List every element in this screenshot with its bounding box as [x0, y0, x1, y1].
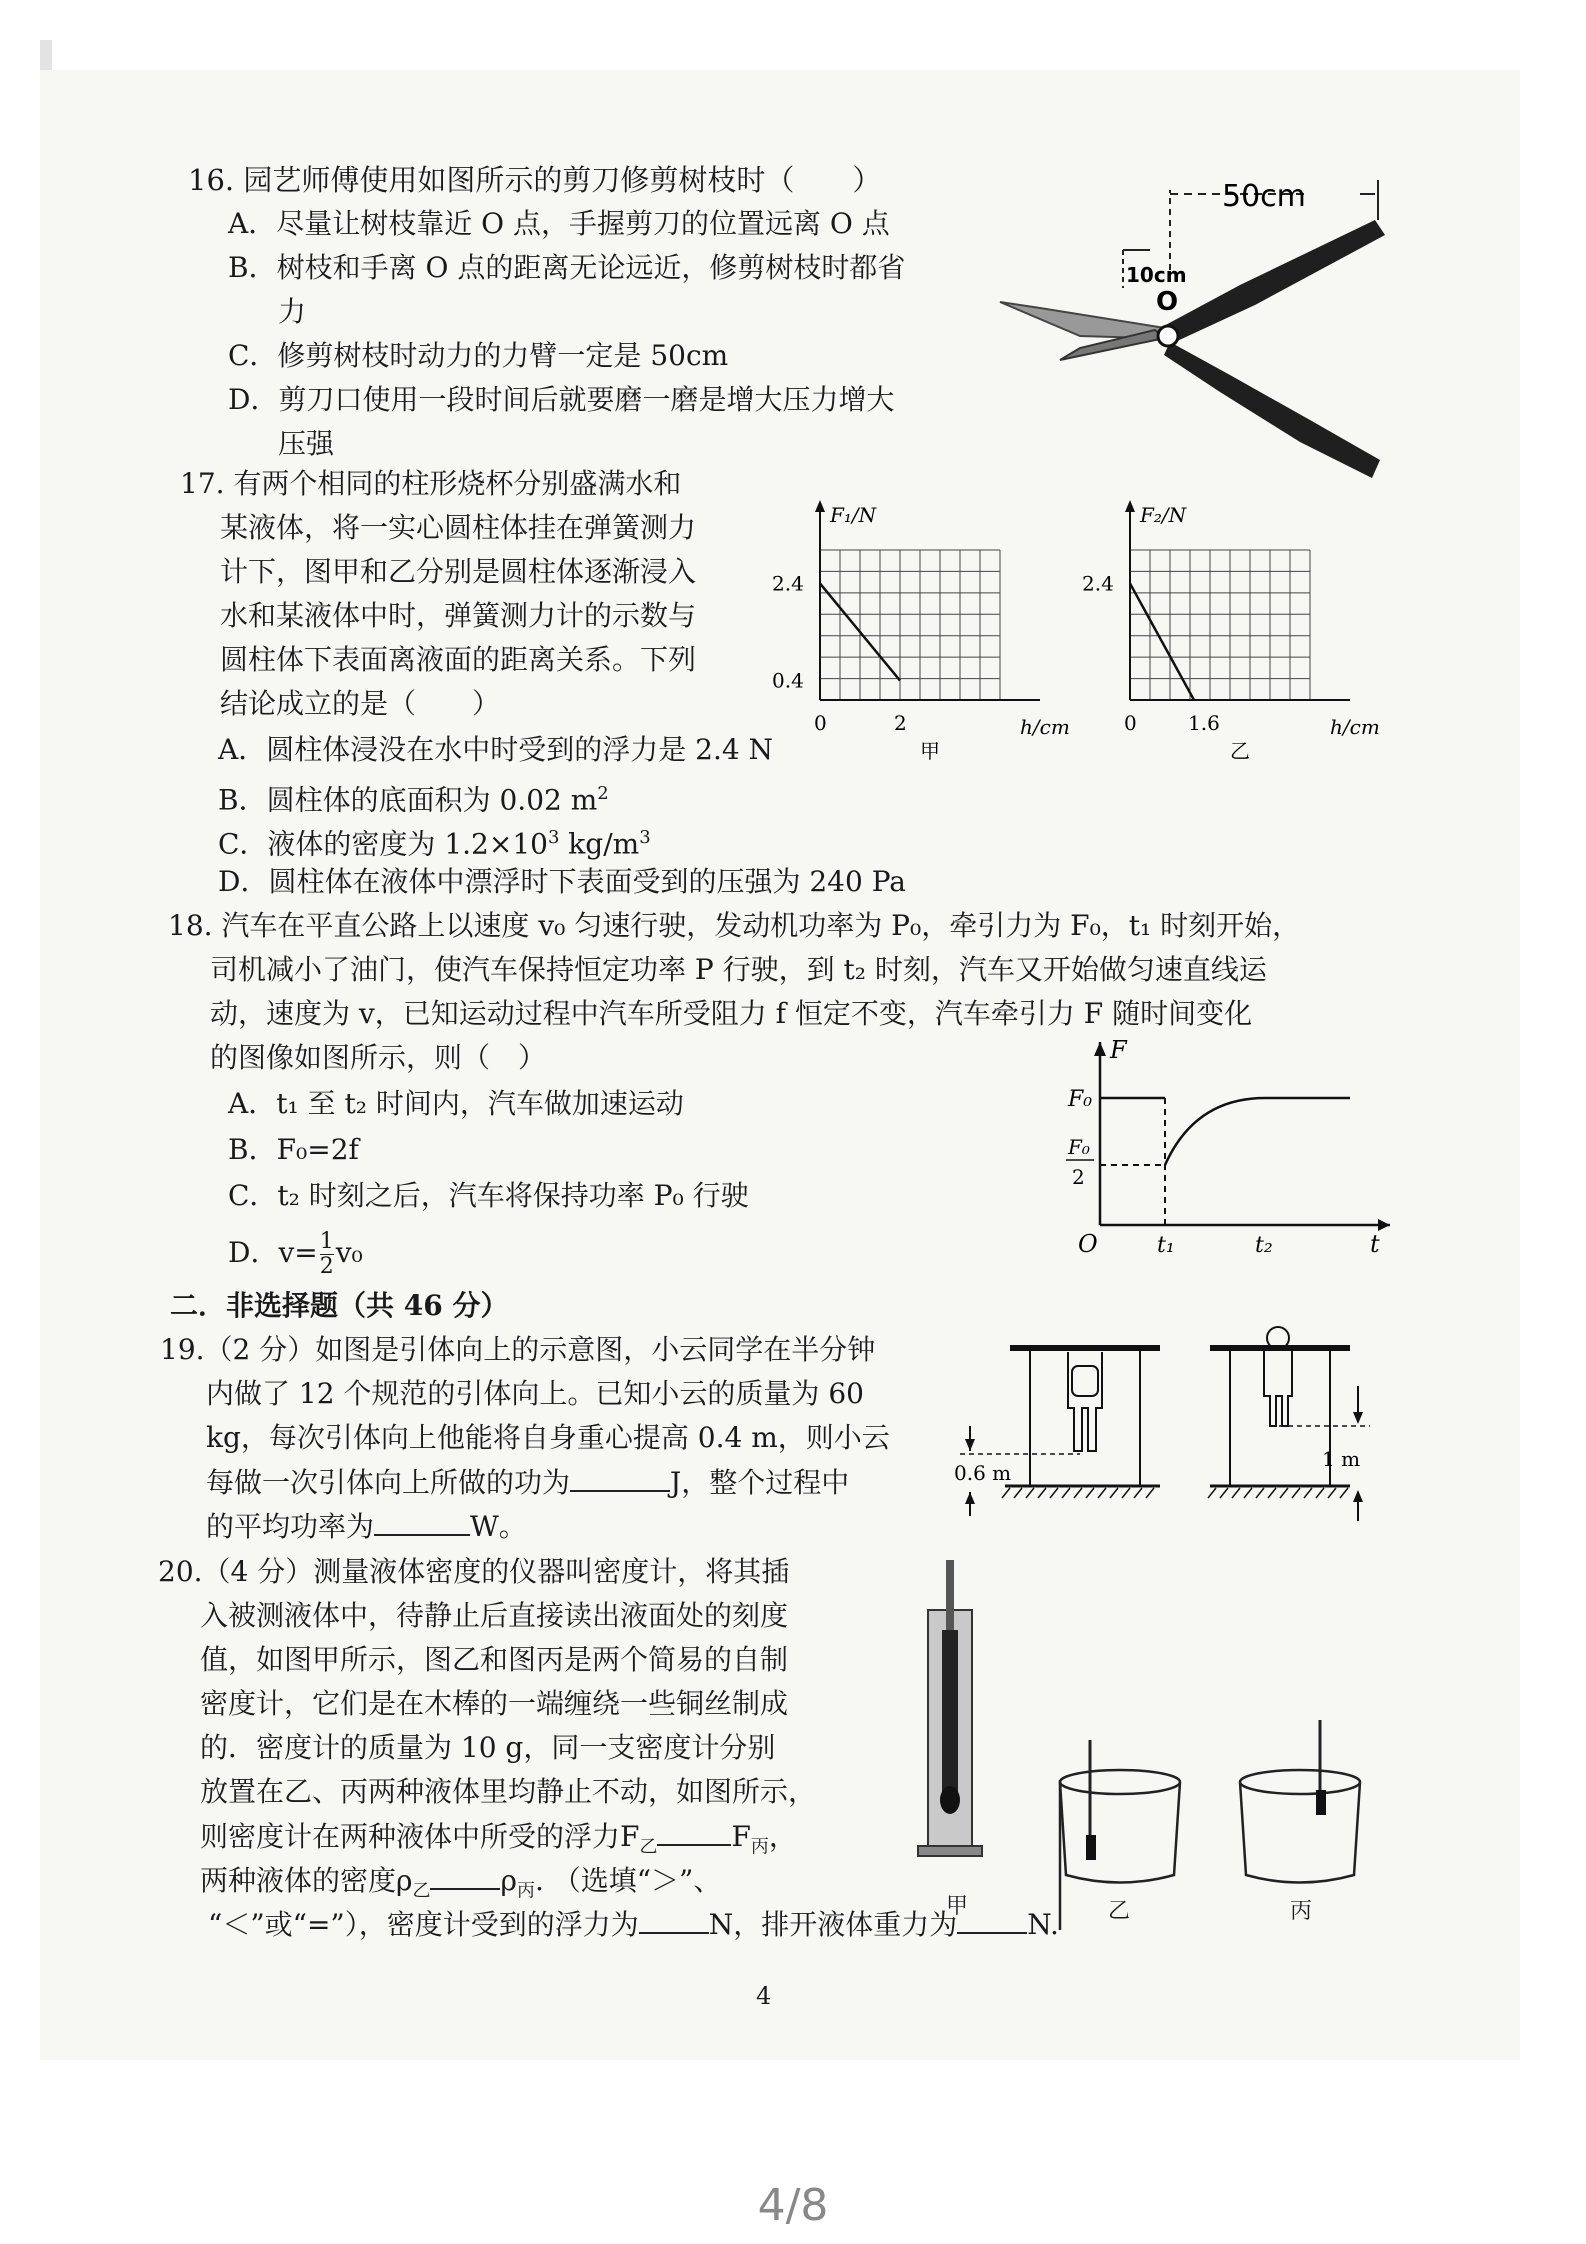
person-raised-icon [1264, 1327, 1292, 1426]
q17-line-5: 圆柱体下表面离液面的距离关系。下列 [220, 643, 697, 676]
beaker-bing-icon [1240, 1720, 1360, 1883]
q17-option-d: D．圆柱体在液体中漂浮时下表面受到的压强为 240 Pa [218, 865, 906, 898]
q20-line-8-sub1: 乙 [412, 1880, 431, 1902]
graph-t1-label: t₁ [1157, 1233, 1175, 1258]
copper-wire-yi [1086, 1835, 1096, 1860]
q20-line-9-b: N，排开液体重力为 [708, 1908, 958, 1941]
q20-buoyancy-compare-blank[interactable] [657, 1814, 731, 1846]
scissors-figure [980, 160, 1400, 520]
q16-option-d: D．剪刀口使用一段时间后就要磨一磨是增大压力增大 [228, 383, 895, 416]
hydrometer-figure [880, 1550, 1400, 1890]
q17-line-4: 水和某液体中时，弹簧测力计的示数与 [220, 599, 697, 632]
q18-option-a: A．t₁ 至 t₂ 时间内，汽车做加速运动 [228, 1087, 684, 1120]
section-2-heading: 二．非选择题（共 46 分） [170, 1289, 509, 1322]
q20-line-5: 的．密度计的质量为 10 g，同一支密度计分别 [200, 1731, 776, 1764]
q17-option-b [218, 772, 609, 822]
q16-option-b-cont: 力 [278, 295, 307, 328]
height-1m-label: 1 m [1322, 1447, 1361, 1471]
chart-caption: 乙 [1230, 739, 1250, 763]
pull-up-figure [950, 1326, 1390, 1536]
q19-line-4-b: J，整个过程中 [670, 1466, 850, 1499]
graph-half-den: 2 [1072, 1165, 1085, 1189]
q17-option-b-sup: 2 [597, 783, 609, 804]
graph-half-num: F₀ [1068, 1135, 1090, 1159]
q18-option-c: C．t₂ 时刻之后，汽车将保持功率 P₀ 行驶 [228, 1179, 749, 1212]
q20-line-8-sub2: 丙 [516, 1880, 535, 1902]
q17-line-2: 某液体，将一实心圆柱体挂在弹簧测力 [220, 511, 697, 544]
x-tick-label: 2 [894, 711, 907, 735]
x-tick-label: 0 [814, 711, 827, 735]
label-pivot-o: O [1156, 287, 1179, 317]
graph-t2-label: t₂ [1255, 1233, 1273, 1258]
q18-line-4: 的图像如图所示，则（ ） [210, 1041, 547, 1074]
y-axis-arrow [815, 500, 825, 512]
y-tick-label: 2.4 [1082, 571, 1114, 596]
copper-wire-bing [1316, 1790, 1326, 1815]
q19-line-3: kg，每次引体向上他能将自身重心提高 0.4 m，则小云 [206, 1421, 890, 1454]
q16-option-a: A．尽量让树枝靠近 O 点，手握剪刀的位置远离 O 点 [228, 207, 890, 240]
y-tick-label: 2.4 [772, 571, 804, 596]
q20-line-7-sub2: 丙 [750, 1836, 769, 1858]
q20-line-8-b: ρ [500, 1864, 517, 1897]
q19-line-1: 19.（2 分）如图是引体向上的示意图，小云同学在半分钟 [160, 1333, 876, 1366]
q18-option-d-prefix: D．v= [228, 1236, 318, 1269]
height-0-6m-label: 0.6 m [954, 1461, 1012, 1485]
q17-option-c-sup: 3 [547, 827, 560, 848]
caption-jia: 甲 [946, 1894, 969, 1919]
q20-line-7-a: 则密度计在两种液体中所受的浮力F [200, 1820, 640, 1853]
q18-option-b: B．F₀=2f [228, 1133, 359, 1166]
q17-option-c-text: C．液体的密度为 1.2×10 [218, 827, 548, 861]
pivot-icon [1158, 326, 1178, 346]
y-axis-arrow [1125, 500, 1135, 512]
q20-line-1: 20.（4 分）测量液体密度的仪器叫密度计，将其插 [158, 1555, 790, 1588]
q18-line-2: 司机减小了油门，使汽车保持恒定功率 P 行驶，到 t₂ 时刻，汽车又开始做匀速直线运 [210, 953, 1267, 986]
q19-line-4-a: 每做一次引体向上所做的功为 [206, 1466, 571, 1499]
q17-option-c [218, 816, 651, 866]
q18-option-d-suffix: v₀ [335, 1236, 363, 1269]
q20-line-9-c: N. [1027, 1908, 1059, 1941]
q20-line-9-a: “＜”或“=”），密度计受到的浮力为 [208, 1908, 639, 1941]
q20-line-7-b: F [731, 1820, 751, 1853]
q17-option-c-unit: kg/m [559, 827, 640, 861]
chart-caption: 甲 [920, 739, 940, 763]
q19-line-2: 内做了 12 个规范的引体向上。已知小云的质量为 60 [206, 1377, 864, 1410]
q18-option-d [228, 1230, 363, 1279]
q20-line-2: 入被测液体中，待静止后直接读出液面处的刻度 [200, 1599, 789, 1632]
graph-f-label: F [1110, 1036, 1127, 1064]
caption-yi: 乙 [1108, 1899, 1131, 1924]
caption-bing: 丙 [1290, 1899, 1313, 1924]
q18-line-1: 18. 汽车在平直公路上以速度 v₀ 匀速行驶，发动机功率为 P₀，牵引力为 F₀，t₁ 时刻开始， [168, 909, 1301, 942]
graph-origin-label: O [1078, 1230, 1098, 1258]
q20-line-4: 密度计，它们是在木棒的一端缠绕一些铜丝制成 [200, 1687, 789, 1720]
traction-force-graph [1050, 1030, 1410, 1260]
q17-line-6: 结论成立的是（ ） [220, 687, 501, 720]
q18-fraction-num: 1 [319, 1229, 334, 1254]
x-tick-label: 0 [1124, 711, 1137, 735]
chart-yi [1070, 470, 1450, 763]
scissor-blades [1000, 302, 1165, 360]
q20-line-6: 放置在乙、丙两种液体里均静止不动，如图所示， [200, 1775, 817, 1808]
graph-t-label: t [1370, 1230, 1380, 1258]
q20-line-7-c: ， [768, 1820, 797, 1853]
q20-line-8-c: . （选填“＞”、 [534, 1864, 722, 1897]
q16-option-c: C．修剪树枝时动力的力臂一定是 50cm [228, 339, 729, 372]
q18-line-3: 动，速度为 v，已知运动过程中汽车所受阻力 f 恒定不变，汽车牵引力 F 随时间变化 [210, 997, 1253, 1030]
q20-density-compare-blank[interactable] [430, 1858, 500, 1890]
y-axis-label: F₁/N [830, 503, 877, 527]
q19-work-blank[interactable] [570, 1460, 670, 1492]
label-50cm: 50cm [1222, 179, 1306, 214]
exam-page [40, 70, 1520, 2060]
q18-option-d-fraction [320, 1230, 334, 1279]
q20-buoyancy-blank[interactable] [639, 1902, 709, 1934]
q19-line-5 [206, 1504, 527, 1549]
q16-stem: 16. 园艺师傅使用如图所示的剪刀修剪树枝时（ ） [188, 163, 882, 197]
q17-option-c-unit-sup: 3 [639, 827, 651, 848]
q20-line-3: 值，如图甲所示，图乙和图丙是两个简易的自制 [200, 1643, 789, 1676]
q16-option-d-cont: 压强 [278, 427, 335, 460]
x-axis-label: h/cm [1330, 715, 1380, 739]
q20-line-9 [208, 1902, 1059, 1947]
hydrometer-jia-icon [918, 1560, 982, 1856]
q19-line-5-b: W。 [470, 1510, 527, 1543]
person-hanging-icon [1068, 1352, 1102, 1451]
y-axis-label: F₂/N [1140, 503, 1187, 527]
y-tick-label: 0.4 [772, 668, 804, 693]
q17-line-1: 17. 有两个相同的柱形烧杯分别盛满水和 [180, 467, 682, 500]
q19-line-4 [206, 1460, 849, 1505]
x-axis-label: h/cm [1020, 715, 1070, 739]
x-tick-label: 1.6 [1188, 711, 1220, 735]
label-10cm: 10cm [1126, 263, 1187, 287]
graph-f0-label: F₀ [1068, 1087, 1093, 1112]
scissor-handles [1160, 220, 1385, 478]
q18-fraction-den: 2 [319, 1254, 334, 1279]
q17-option-b-text: B．圆柱体的底面积为 0.02 m [218, 783, 598, 817]
q17-line-3: 计下，图甲和乙分别是圆柱体逐渐浸入 [220, 555, 697, 588]
q20-line-7-sub1: 乙 [639, 1836, 658, 1858]
page-number: 4 [756, 1982, 772, 2010]
page-indicator: 4/8 [757, 2180, 829, 2231]
q19-line-5-a: 的平均功率为 [206, 1510, 375, 1543]
q19-power-blank[interactable] [374, 1504, 470, 1536]
q17-option-a: A．圆柱体浸没在水中时受到的浮力是 2.4 N [218, 733, 774, 766]
q16-option-b: B．树枝和手离 O 点的距离无论远近，修剪树枝时都省 [228, 251, 906, 284]
q20-line-8-a: 两种液体的密度ρ [200, 1864, 413, 1897]
series-line [1130, 583, 1194, 700]
